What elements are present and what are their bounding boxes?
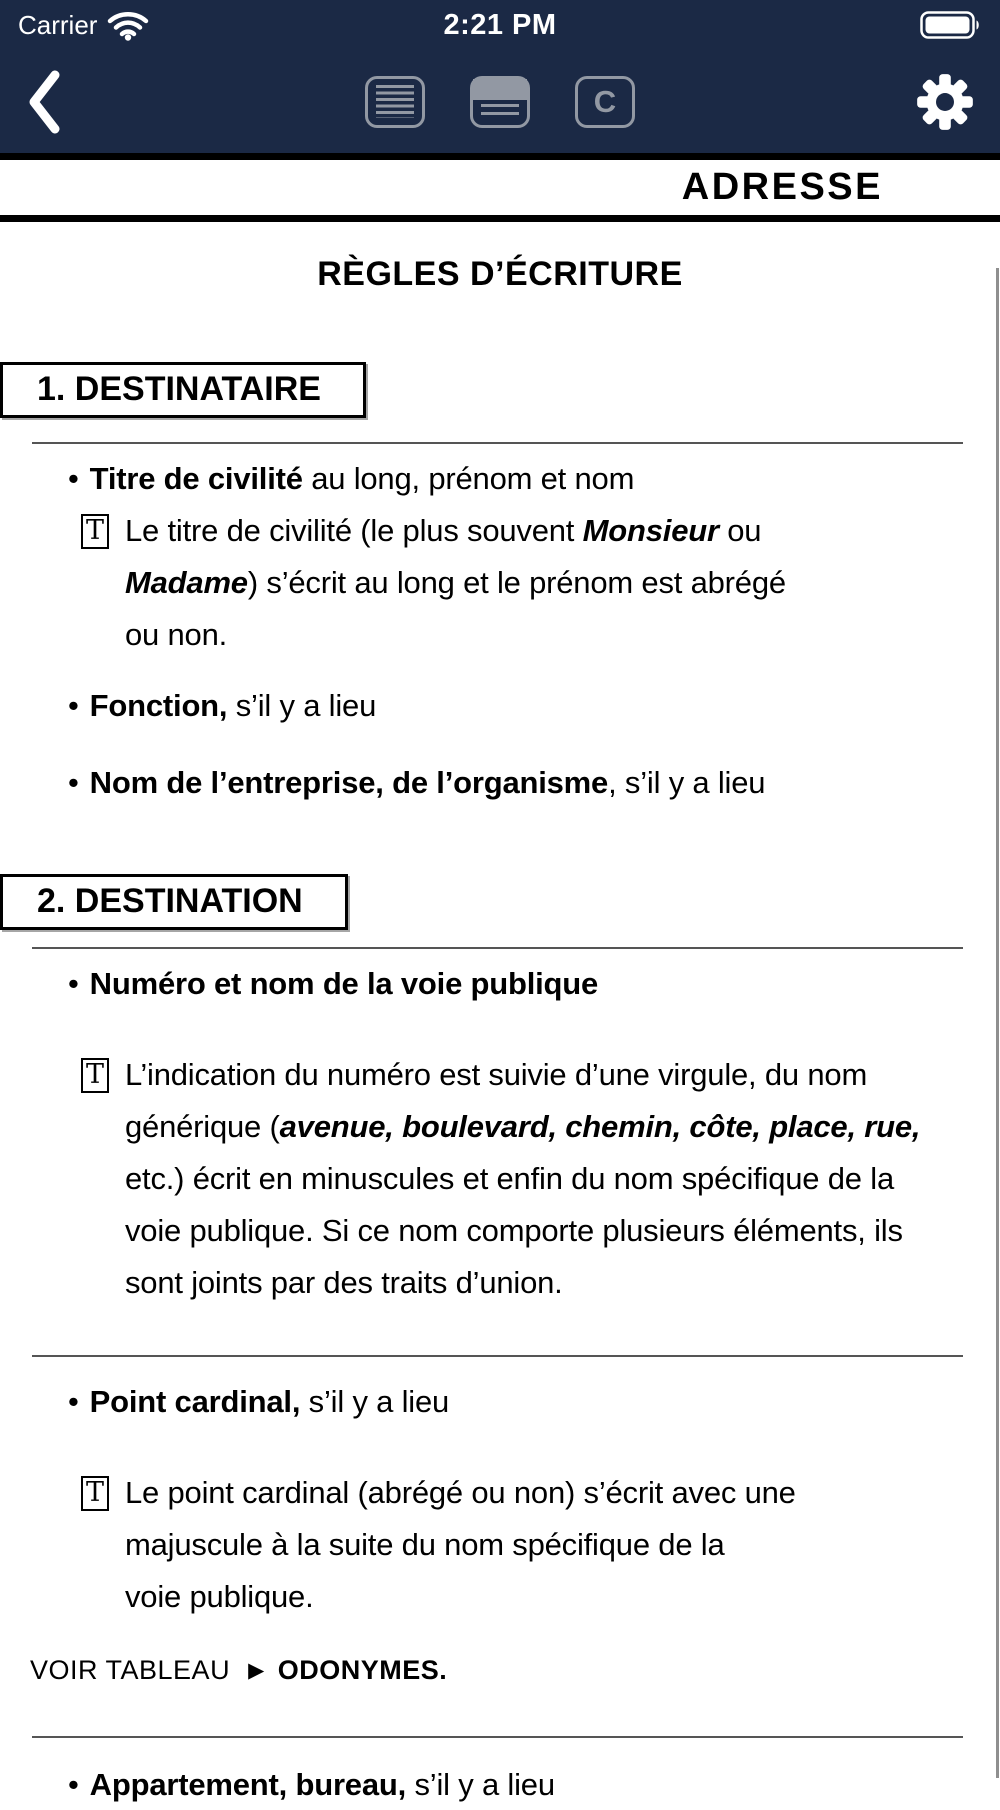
section-heading-destinataire: 1. DESTINATAIRE [0,362,366,418]
bullet-text: Nom de l’entreprise, de l’organisme, s’il y a lieu [89,765,766,800]
bullet-text: Numéro et nom de la voie publique [89,966,599,1001]
note-text: L’indication du numéro est suivie d’une virgule, du nom générique (avenue, boulevard, chemin, côte, place, rue, etc.) écrit en minuscules et enfin du nom spécifique de la voie publique. Si ce nom comporte plusieurs éléments, ils sont joints par des traits d’union. [125,1057,921,1300]
entry-title: ADRESSE [681,166,883,208]
view-mode-buttons [365,76,635,128]
note-titre [85,505,945,661]
t-note-icon: T [81,514,109,549]
bullet-item-numero [68,959,960,1009]
note-point-cardinal [85,1467,945,1623]
see-table-target: ODONYMES. [277,1655,448,1685]
settings-button[interactable] [916,73,974,131]
bullet-dot: • [68,1384,79,1419]
bullet-item-appartement [68,1760,960,1810]
back-button[interactable] [26,68,62,136]
bullet-dot: • [68,765,79,800]
document-content [0,254,1000,1810]
bullet-item-titre [68,454,960,504]
status-bar [0,0,1000,50]
bullet-dot: • [68,966,79,1001]
headword-lines-icon [473,79,527,125]
bullet-text: Appartement, bureau, s’il y a lieu [89,1767,555,1802]
toolbar [0,50,1000,153]
note-text: Le titre de civilité (le plus souvent Monsieur ou Madame) s’écrit au long et le prénom est abrégé ou non. [125,513,786,652]
carrier-label: Carrier [18,9,98,40]
bullet-text: Titre de civilité au long, prénom et nom [89,461,635,496]
item-rule [32,1355,963,1357]
bullet-item-nom-entreprise [68,758,960,808]
clock: 2:21 PM [443,8,557,41]
t-note-icon: T [81,1476,109,1511]
letter-c-icon: C [593,84,617,119]
doc-title: RÈGLES D’ÉCRITURE [317,255,683,293]
see-table-prefix: VOIR TABLEAU [30,1655,231,1685]
see-table-link[interactable] [30,1655,1000,1686]
gear-icon [916,73,974,131]
bullet-dot: • [68,461,79,496]
bullet-text: Fonction, s’il y a lieu [89,688,377,723]
battery-icon [920,11,982,39]
bullet-item-fonction [68,681,960,731]
t-note-icon: T [81,1058,109,1093]
bullet-dot: • [68,1767,79,1802]
bullet-text: Point cardinal, s’il y a lieu [89,1384,450,1419]
headword-view-button[interactable] [470,76,530,128]
section-heading-destination: 2. DESTINATION [0,874,348,930]
wifi-icon [107,10,149,41]
bullet-dot: • [68,688,79,723]
item-rule [32,1736,963,1738]
header-divider-bottom [0,215,1000,222]
entry-header [0,160,1000,215]
header-divider-top [0,153,1000,160]
text-lines-icon [376,85,414,118]
section-rule [32,947,963,949]
full-text-view-button[interactable] [365,76,425,128]
section-rule [32,442,963,444]
note-text: Le point cardinal (abrégé ou non) s’écrit avec une majuscule à la suite du nom spécifique de la voie publique. [125,1475,796,1614]
back-chevron-icon [26,68,62,136]
arrow-right-icon: ▶ [248,1659,265,1682]
page-edge-line [996,268,999,1778]
compact-view-button[interactable] [575,76,635,128]
bullet-item-point-cardinal [68,1377,960,1427]
note-numero [85,1049,945,1309]
